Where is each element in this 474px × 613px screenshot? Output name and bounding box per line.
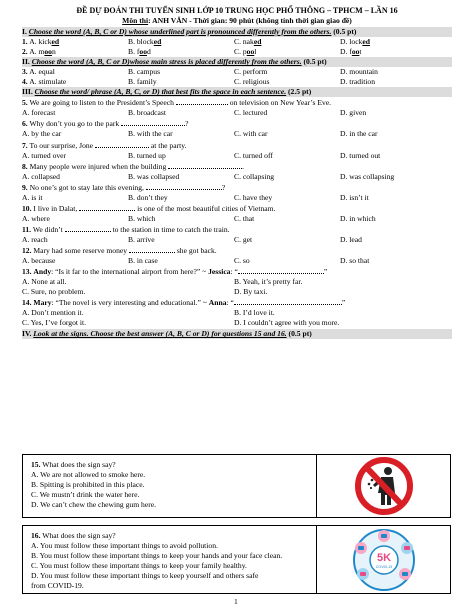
sign-covid-text: COVID-19: [375, 565, 393, 569]
q7-option-a[interactable]: A. turned over: [22, 150, 67, 160]
q14-option-b[interactable]: B. I’d love it.: [234, 308, 275, 318]
covid-5k-sign: [317, 526, 450, 593]
question-2: [22, 47, 452, 57]
question-12-options: [22, 256, 452, 266]
question-7-options: [22, 151, 452, 161]
q11-option-d[interactable]: D. lead: [340, 234, 362, 244]
question-10-options: [22, 214, 452, 224]
q9-option-a[interactable]: A. is it: [22, 192, 43, 202]
q12-option-b[interactable]: B. in case: [128, 256, 158, 266]
q4-option-b[interactable]: B. family: [128, 77, 157, 87]
q7-option-c[interactable]: C. turned off: [234, 150, 273, 160]
q15-option-d[interactable]: D. We can’t chew the chewing gum here.: [31, 500, 156, 509]
page-number: 1: [234, 597, 238, 606]
q8-option-d[interactable]: D. was collapsing: [340, 171, 395, 181]
q14-option-a[interactable]: A. Don’t mention it.: [22, 308, 84, 318]
q2-option-c[interactable]: C. pool: [234, 47, 257, 57]
q16-option-b[interactable]: B. You must follow these important things to keep your hands and your face clean.: [31, 551, 283, 560]
question-13-options-2: [22, 287, 452, 297]
no-spitting-sign: [317, 455, 450, 517]
q11-option-a[interactable]: A. reach: [22, 234, 48, 244]
question-13-stem: 13. Andy: “Is it far to the international airport from here?” ~ Jessica: “ ”: [22, 267, 328, 277]
question-11-stem: 11. We didn’t to the station in time to catch the train.: [22, 224, 230, 234]
q1-option-d[interactable]: D. locked: [340, 37, 370, 47]
subject-label: Môn thi: [122, 16, 149, 25]
question-6-stem: 6. Why don’t you go to the park ?: [22, 119, 189, 129]
question-16-box: [22, 525, 451, 594]
q6-option-a[interactable]: A. by the car: [22, 129, 62, 139]
q5-option-d[interactable]: D. given: [340, 108, 367, 118]
question-3: [22, 67, 452, 77]
q3-option-b[interactable]: B. campus: [128, 67, 161, 77]
q8-option-c[interactable]: C. collapsing: [234, 171, 275, 181]
question-9-stem: 9. No one’s got to stay late this evening, ?: [22, 182, 226, 192]
question-10-stem: 10. I live in Dalat, is one of the most beautiful cities of Vietnam.: [22, 203, 276, 213]
q7-blank[interactable]: [95, 140, 149, 148]
q6-blank[interactable]: [121, 118, 185, 126]
q15-option-a[interactable]: A. We are not allowed to smoke here.: [31, 470, 146, 479]
q8-option-a[interactable]: A. collapsed: [22, 171, 60, 181]
q13-blank[interactable]: [238, 266, 324, 274]
question-15-box: [22, 454, 451, 518]
q7-option-d[interactable]: D. turned out: [340, 150, 381, 160]
q16-option-a[interactable]: A. You must follow these important things to avoid pollution.: [31, 541, 218, 550]
q8-option-b[interactable]: B. was collapsed: [128, 171, 180, 181]
exam-title: ĐỀ DỰ ĐOÁN THI TUYỂN SINH LỚP 10 TRUNG HỌC PHỔ THÔNG – TPHCM – LẦN 16: [76, 6, 398, 15]
q6-option-c[interactable]: C. with car: [234, 129, 268, 139]
q1-option-a[interactable]: 1. A. kicked: [22, 37, 60, 47]
q10-blank[interactable]: [79, 203, 135, 211]
q15-option-c[interactable]: C. We mustn’t drink the water here.: [31, 490, 140, 499]
q1-option-c[interactable]: C. naked: [234, 37, 262, 47]
q13-option-a[interactable]: A. None at all.: [22, 277, 67, 287]
question-5-options: [22, 108, 452, 118]
question-8-stem: 8. Many people were injured when the building .: [22, 161, 245, 171]
covid-5k-icon: [317, 526, 451, 593]
q2-option-b[interactable]: B. food: [128, 47, 151, 57]
q14-blank[interactable]: [234, 297, 342, 305]
question-9-options: [22, 193, 452, 203]
question-7-stem: 7. To our surprise, Jone at the party.: [22, 140, 187, 150]
q8-blank[interactable]: [168, 161, 242, 169]
q12-option-c[interactable]: C. so: [234, 256, 250, 266]
q10-option-c[interactable]: C. that: [234, 213, 255, 223]
q4-option-a[interactable]: 4. A. stimulate: [22, 77, 67, 87]
section-1-heading: I. Choose the word (A, B, C or D) whose underlined part is pronounced differently from the others. (0.5 pt): [22, 27, 452, 37]
q12-option-d[interactable]: D. so that: [340, 256, 370, 266]
section-2-heading: II. Choose the word (A, B, C or D)whose main stress is placed differently from the others. (0.5 pt): [22, 57, 452, 67]
q10-option-b[interactable]: B. which: [128, 213, 156, 223]
q11-option-b[interactable]: B. arrive: [128, 234, 155, 244]
q5-option-a[interactable]: A. forecast: [22, 108, 56, 118]
question-15-text: 15. What does the sign say? A. We are not allowed to smoke here. B. Spitting is prohibited in this place. C. We mustn’t drink the water here. D. We can’t chew the chewing gum here.: [23, 455, 317, 517]
q3-option-c[interactable]: C. perform: [234, 67, 268, 77]
question-4: [22, 77, 452, 87]
q9-blank[interactable]: [146, 182, 222, 190]
q10-option-a[interactable]: A. where: [22, 213, 50, 223]
q3-option-a[interactable]: 3. A. equal: [22, 67, 55, 77]
question-14-options: [22, 308, 452, 318]
q11-option-c[interactable]: C. get: [234, 234, 253, 244]
q12-option-a[interactable]: A. because: [22, 256, 56, 266]
q6-option-d[interactable]: D. in the car: [340, 129, 378, 139]
q10-option-d[interactable]: D. in which: [340, 213, 376, 223]
prohibition-icon: [317, 455, 451, 517]
q5-blank[interactable]: [176, 97, 228, 105]
q14-option-d[interactable]: D. I couldn’t agree with you more.: [234, 318, 340, 328]
q6-option-b[interactable]: B. with the car: [128, 129, 173, 139]
q13-option-c[interactable]: C. Sure, no problem.: [22, 287, 86, 297]
question-14-options-2: [22, 318, 452, 328]
q7-option-b[interactable]: B. turned up: [128, 150, 166, 160]
question-11-options: [22, 235, 452, 245]
q12-blank[interactable]: [129, 245, 175, 253]
section-4-heading: IV. Look at the signs. Choose the best answer (A, B, C or D) for questions 15 and 16. (0.5 pt): [22, 329, 452, 339]
q3-option-d[interactable]: D. mountain: [340, 67, 378, 77]
question-5-stem: 5. We are going to listen to the President’s Speech on television on New Year’s Eve.: [22, 98, 332, 108]
q13-option-d[interactable]: D. By taxi.: [234, 287, 268, 297]
subject-info: : ANH VĂN - Thời gian: 90 phút (không tính thời gian giao đề): [148, 16, 352, 25]
q16-option-d[interactable]: D. You must follow these important things to keep yourself and others safe: [31, 571, 259, 580]
question-16-text: 16. What does the sign say? A. You must follow these important things to avoid pollution. B. You must follow these important things to keep your hands and your face clean. C. You must follow these important things to keep your family healthy. D. You must follow these important things to keep yourself and others safe from COVID-19.: [23, 526, 317, 593]
q16-option-c[interactable]: C. You must follow these important things to keep your family healthy.: [31, 561, 247, 570]
q9-option-d[interactable]: D. isn’t it: [340, 192, 369, 202]
q13-option-b[interactable]: B. Yeah, it’s pretty far.: [234, 277, 303, 287]
question-1: [22, 37, 452, 47]
q11-blank[interactable]: [65, 224, 111, 232]
q4-option-d[interactable]: D. tradition: [340, 77, 376, 87]
q5-option-c[interactable]: C. lectured: [234, 108, 268, 118]
exam-content: [22, 6, 452, 339]
q16-option-d-cont: from COVID-19.: [31, 581, 84, 590]
exam-subtitle: [22, 16, 452, 26]
q15-option-b[interactable]: B. Spitting is prohibited in this place.: [31, 480, 145, 489]
q2-option-d[interactable]: D. foot: [340, 47, 362, 57]
q1-option-b[interactable]: B. blocked: [128, 37, 162, 47]
question-6-options: [22, 129, 452, 139]
question-12-stem: 12. Mary had some reserve money she got back.: [22, 245, 217, 255]
sign-5k-text: 5K: [376, 552, 392, 564]
q5-option-b[interactable]: B. broadcast: [128, 108, 166, 118]
question-13-options: [22, 277, 452, 287]
q9-option-c[interactable]: C. have they: [234, 192, 273, 202]
q9-option-b[interactable]: B. don’t they: [128, 192, 168, 202]
question-8-options: [22, 172, 452, 182]
q2-option-a[interactable]: 2. A. moon: [22, 47, 56, 57]
section-3-heading: III. Choose the word/ phrase (A, B, C, or D) that best fits the space in each sentence. (2.5 pt): [22, 87, 452, 97]
q4-option-c[interactable]: C. religious: [234, 77, 270, 87]
q14-option-c[interactable]: C. Yes, I’ve forgot it.: [22, 318, 86, 328]
question-14-stem: 14. Mary: “The novel is very interesting and educational.” ~ Anna: “ ”: [22, 298, 346, 308]
